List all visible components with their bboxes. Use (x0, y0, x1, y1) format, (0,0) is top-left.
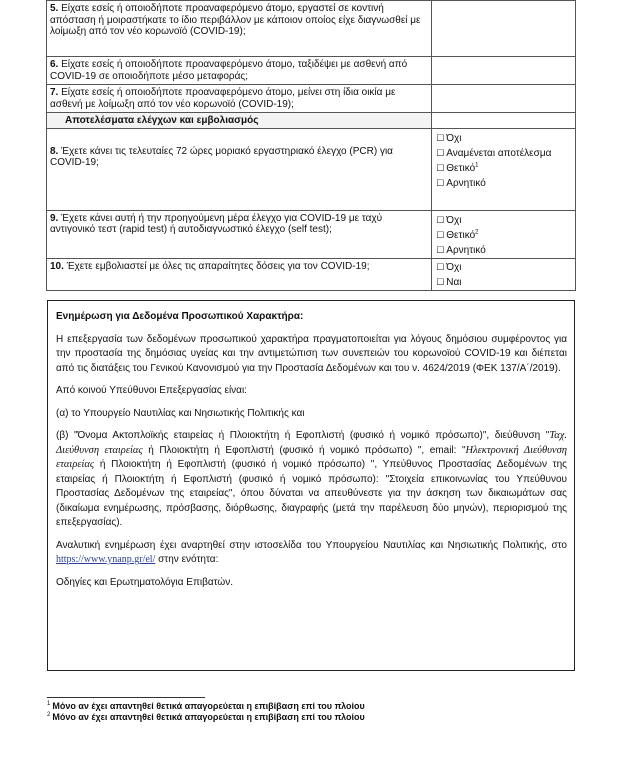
option-pending[interactable]: ☐ Αναμένεται αποτέλεσμα (436, 147, 552, 159)
footnotes (47, 701, 365, 723)
checkbox-icon[interactable]: ☐ (436, 214, 445, 225)
question-cell (47, 1, 432, 57)
gdpr-title: Ενημέρωση για Δεδομένα Προσωπικού Χαρακτήρα: (56, 311, 304, 322)
question-number: 6. (50, 59, 59, 70)
checkbox-icon[interactable]: ☐ (436, 147, 445, 158)
checkbox-icon[interactable]: ☐ (436, 229, 445, 240)
answer-cell[interactable] (432, 85, 576, 113)
footnote-divider (47, 697, 205, 698)
option-positive[interactable]: ☐ Θετικό$^1$ (436, 162, 479, 174)
question-cell (47, 258, 432, 290)
section-row (47, 113, 576, 129)
question-row-9 (47, 210, 576, 258)
checkbox-icon[interactable]: ☐ (436, 276, 445, 287)
gdpr-paragraph-company: (β) "Όνομα Ακτοπλοϊκής εταιρείας ή Πλοιοκτήτη ή Εφοπλιστή (φυσικό ή νομικό πρόσωπο)", διεύθυνση "Ταχ. Διεύθυνση εταιρείας ή Πλοιοκτήτη ή Εφοπλιστή (φυσικό ή νομικό πρόσωπο) ", email: "Ηλεκτρονική Διεύθυνση εταιρείας ή Πλοιοκτήτη ή Εφοπλιστή (φυσικό ή νομικό πρόσωπο) ", Υπεύθυνος Προστασίας Δεδομένων της εταιρείας ή Πλοιοκτήτη ή Εφοπλιστή (φυσικό ή νομικό πρόσωπο): "Στοιχεία επικοινωνίας του Υπεύθυνου Προστασίας Δεδομένων της εταιρείας", όπου δύναται να απευθύνεστε για την άσκηση των δικαιωμάτων σας (δικαίωμα ενημέρωσης, πρόσβασης, διόρθωσης, διαγραφής (μετά την παρέλευση δύο μηνών), περιορισμού της επεξεργασίας). (56, 430, 567, 528)
option-no[interactable]: ☐ Όχι (436, 261, 462, 273)
question-number: 9. (50, 212, 59, 224)
questionnaire-table (46, 0, 576, 291)
section-answer-cell (432, 113, 576, 129)
company-address-placeholder: Ταχ. Διεύθυνση εταιρείας (56, 430, 567, 456)
question-row-6 (47, 57, 576, 85)
answer-options (432, 128, 576, 210)
gdpr-paragraph-purpose: Η επεξεργασία των δεδομένων προσωπικού χαρακτήρα πραγματοποιείται για λόγους δημόσιου συμφέροντος για την προστασία της δημόσιας υγείας και την αντιμετώπιση των συνεπειών του κορωνοϊού COVID-19 και διέπεται από τις διατάξεις του Γενικού Κανονισμού για την Προστασία Δεδομένων και του ν. 4624/2019 (ΦΕΚ 137/Α΄/2019). (56, 333, 567, 374)
gdpr-paragraph-ministry: (α) το Υπουργείο Ναυτιλίας και Νησιωτικής Πολιτικής και (56, 407, 305, 419)
question-row-7 (47, 85, 576, 113)
question-text: Είχατε εσείς ή οποιοδήποτε προαναφερόμενο άτομο, εργαστεί σε κοντινή απόσταση ή μοιραστήκατε το ίδιο περιβάλλον με κάποιον οποίος είχε διαγνωσθεί με λοίμωξη από τον νέο κορωνοϊό (COVID-19); (50, 3, 421, 37)
gdpr-paragraph-controllers: Από κοινού Υπεύθυνοι Επεξεργασίας είναι: (56, 385, 247, 396)
checkbox-icon[interactable]: ☐ (436, 261, 445, 272)
option-negative[interactable]: ☐ Αρνητικό (436, 244, 486, 256)
question-row-8 (47, 128, 576, 210)
company-email-placeholder: Ηλεκτρονική Διεύθυνση εταιρείας (56, 444, 567, 470)
footnote-2: $^2$ Μόνο αν έχει απαντηθεί θετικά απαγορεύεται η επιβίβαση επί του πλοίου (47, 712, 365, 722)
gdpr-paragraph-info: Αναλυτική ενημέρωση έχει αναρτηθεί στην ιστοσελίδα του Υπουργείου Ναυτιλίας και Νησιωτικής Πολιτικής, στο https://www.ynanp.gr/el/ στην ενότητα: (56, 539, 567, 565)
question-text: Είχατε εσείς ή οποιοδήποτε προαναφερόμενο άτομο, μείνει στη ίδια οικία με ασθενή με λοίμωξη από τον νέο κορωνοϊό (COVID-19); (50, 87, 396, 110)
answer-options (432, 210, 576, 258)
question-number: 10. (50, 260, 64, 272)
gdpr-paragraph-section: Οδηγίες και Ερωτηματολόγια Επιβατών. (56, 576, 234, 588)
question-text: Είχατε εσείς ή οποιοδήποτε προαναφερόμενο άτομο, ταξιδέψει με ασθενή από COVID-19 σε οποιοδήποτε μέσο μεταφοράς; (50, 59, 408, 82)
question-text: Έχετε εμβολιαστεί με όλες τις απαραίτητες δόσεις για τον COVID-19; (66, 260, 370, 272)
question-number: 7. (50, 87, 59, 98)
answer-cell[interactable] (432, 1, 576, 57)
checkbox-icon[interactable]: ☐ (436, 244, 445, 255)
question-cell (47, 85, 432, 113)
option-no[interactable]: ☐ Όχι (436, 214, 462, 226)
footnote-ref: 1 (475, 162, 479, 169)
question-cell (47, 128, 432, 210)
answer-options (432, 258, 576, 290)
option-positive[interactable]: ☐ Θετικό$^2$ (436, 229, 479, 241)
option-yes[interactable]: ☐ Ναι (436, 276, 462, 288)
checkbox-icon[interactable]: ☐ (436, 162, 445, 173)
question-cell (47, 57, 432, 85)
checkbox-icon[interactable]: ☐ (436, 132, 445, 143)
question-cell (47, 210, 432, 258)
question-number: 5. (50, 3, 59, 14)
gdpr-notice-box (47, 300, 575, 671)
question-row-10 (47, 258, 576, 290)
question-number: 8. (50, 145, 59, 157)
checkbox-icon[interactable]: ☐ (436, 177, 445, 188)
answer-cell[interactable] (432, 57, 576, 85)
question-text: Έχετε κάνει τις τελευταίες 72 ώρες μοριακό εργαστηριακό έλεγχο (PCR) για COVID-19; (50, 145, 393, 168)
option-no[interactable]: ☐ Όχι (436, 132, 462, 144)
footnote-1: $^1$ Μόνο αν έχει απαντηθεί θετικά απαγορεύεται η επιβίβαση επί του πλοίου (47, 701, 365, 711)
question-row-5 (47, 1, 576, 57)
option-negative[interactable]: ☐ Αρνητικό (436, 177, 486, 189)
footnote-ref: 2 (475, 229, 479, 236)
question-text: Έχετε κάνει αυτή ή την προηγούμενη μέρα έλεγχο για COVID-19 με ταχύ αντιγονικό τεστ (rapid test) ή αυτοδιαγνωστικό έλεγχο (self test); (50, 212, 383, 235)
section-title: Αποτελέσματα ελέγχων και εμβολιασμός (47, 113, 432, 129)
ministry-link[interactable]: https://www.ynanp.gr/el/ (56, 554, 156, 565)
